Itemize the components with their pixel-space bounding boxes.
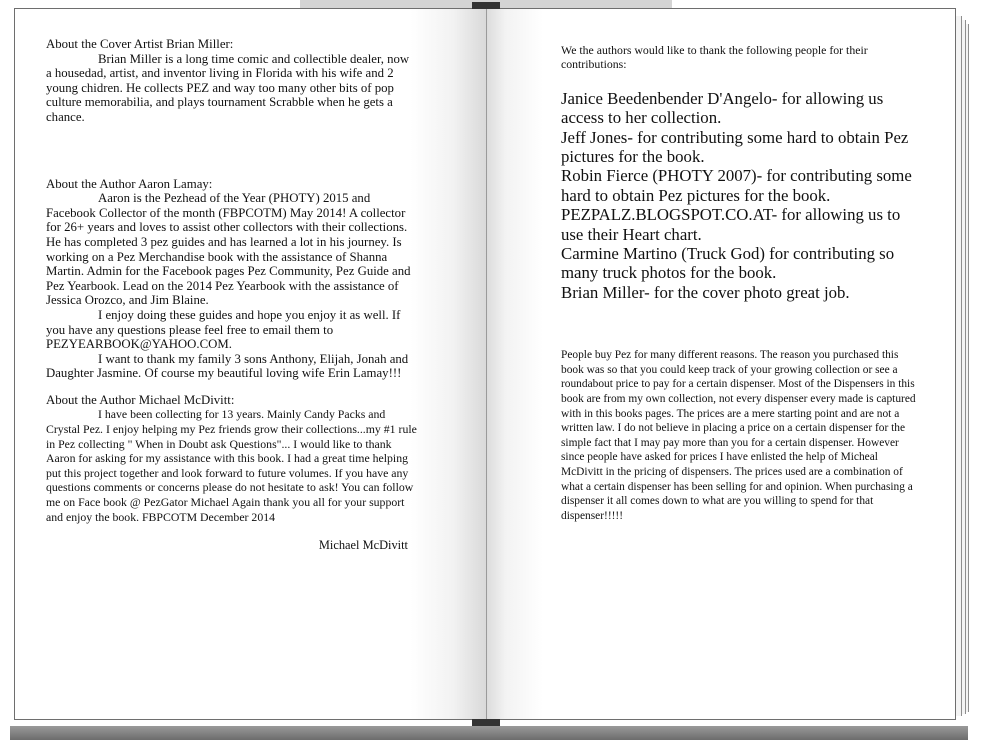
spine-bottom-marker bbox=[472, 719, 500, 726]
spacer bbox=[46, 125, 418, 177]
author-michael-heading: About the Author Michael McDivitt: bbox=[46, 392, 235, 407]
author-michael-bio: I have been collecting for 13 years. Mainly Candy Packs and Crystal Pez. I enjoy helping my Pez friends grow their collections...my #1 rule in Pez collecting " When in Doubt ask Questions"... I would like to thank Aaron for asking for my assistance with this book. I had a great time helping put this project together and look forward to future volumes. If you have any questions comments or concerns please do not hesitate to ask! You can follow me on Face book @ PezGator Michael Again thank you all for your support and enjoy the book. FBPCOTM December 2014 bbox=[46, 407, 417, 524]
cover-artist-bio: Brian Miller is a long time comic and collectible dealer, now a housedad, artist, and inventor living in Florida with his wife and 2 young chidren. He collects PEZ and way too many other bits of pop culture memorabilia, and plays tournament Scrabble when he gets a chance. bbox=[46, 51, 410, 124]
thanks-intro: We the authors would like to thank the following people for their contributions: bbox=[561, 43, 868, 72]
page-stack-edge bbox=[966, 24, 969, 712]
spacer bbox=[46, 381, 418, 393]
author-signature: Michael McDivitt bbox=[318, 538, 408, 553]
credit-item: Carmine Martino (Truck God) for contributing so many truck photos for the book. bbox=[561, 244, 895, 283]
pricing-note: People buy Pez for many different reasons. The reason you purchased this book was so that you could keep track of your growing collection or see a roundabout price to pay for a certain dispenser. Most of the Dispensers in this book are from my own collection, not every dispenser every made is captured with in this books pages. The prices are a mere starting point and are not a written law. I do not believe in placing a price on a certain dispenser for the simple fact that I may pay more than you for a certain dispenser. However since people have asked for prices I have enlisted the help of Micheal McDivitt in the pricing of dispensers. The prices used are a combination of what a certain dispenser has been selling for and opinion. When purchasing a dispenser it all comes down to what are you willing to spend for that dispenser!!!!! bbox=[561, 349, 916, 522]
cover-artist-heading: About the Cover Artist Brian Miller: bbox=[46, 37, 234, 51]
author-aaron-bio: Aaron is the Pezhead of the Year (PHOTY) 2015 and Facebook Collector of the month (FBPCOTM) May 2014! A collector for 26+ years and loves to assist other collectors with their collections. He has completed 3 pez guides and has learned a lot in his journey. Is working on a Pez Merchandise book with the assistance of Shanna Martin. Admin for the Facebook pages Pez Community, Pez Guide and Pez Yearbook. Lead on the 2014 Pez Yearbook with the assistance of Jessica Orozco, and Jim Blaine. bbox=[46, 191, 411, 308]
credits-list bbox=[561, 89, 919, 302]
right-page[interactable] bbox=[486, 8, 956, 720]
spine-top-marker bbox=[472, 2, 500, 9]
credit-item: Brian Miller- for the cover photo great job. bbox=[561, 282, 850, 302]
credit-item: Jeff Jones- for contributing some hard to obtain Pez pictures for the book. bbox=[561, 127, 909, 167]
credit-item: PEZPALZ.BLOGSPOT.CO.AT- for allowing us to use their Heart chart. bbox=[561, 205, 901, 244]
credit-item: Janice Beedenbender D'Angelo- for allowing us access to her collection. bbox=[561, 88, 884, 128]
book-bottom-shadow bbox=[10, 726, 968, 740]
author-aaron-family: I want to thank my family 3 sons Anthony, Elijah, Jonah and Daughter Jasmine. Of course my beautiful loving wife Erin Lamay!!! bbox=[46, 351, 409, 381]
left-page-text bbox=[46, 37, 418, 553]
right-page-text bbox=[561, 43, 919, 523]
author-aaron-heading: About the Author Aaron Lamay: bbox=[46, 176, 213, 191]
author-aaron-contact: I enjoy doing these guides and hope you enjoy it as well. If you have any questions please feel free to email them to PEZYEARBOOK@YAHOO.COM. bbox=[46, 307, 401, 352]
left-page[interactable] bbox=[14, 8, 486, 720]
credit-item: Robin Fierce (PHOTY 2007)- for contributing some hard to obtain Pez pictures for the book. bbox=[561, 166, 912, 205]
